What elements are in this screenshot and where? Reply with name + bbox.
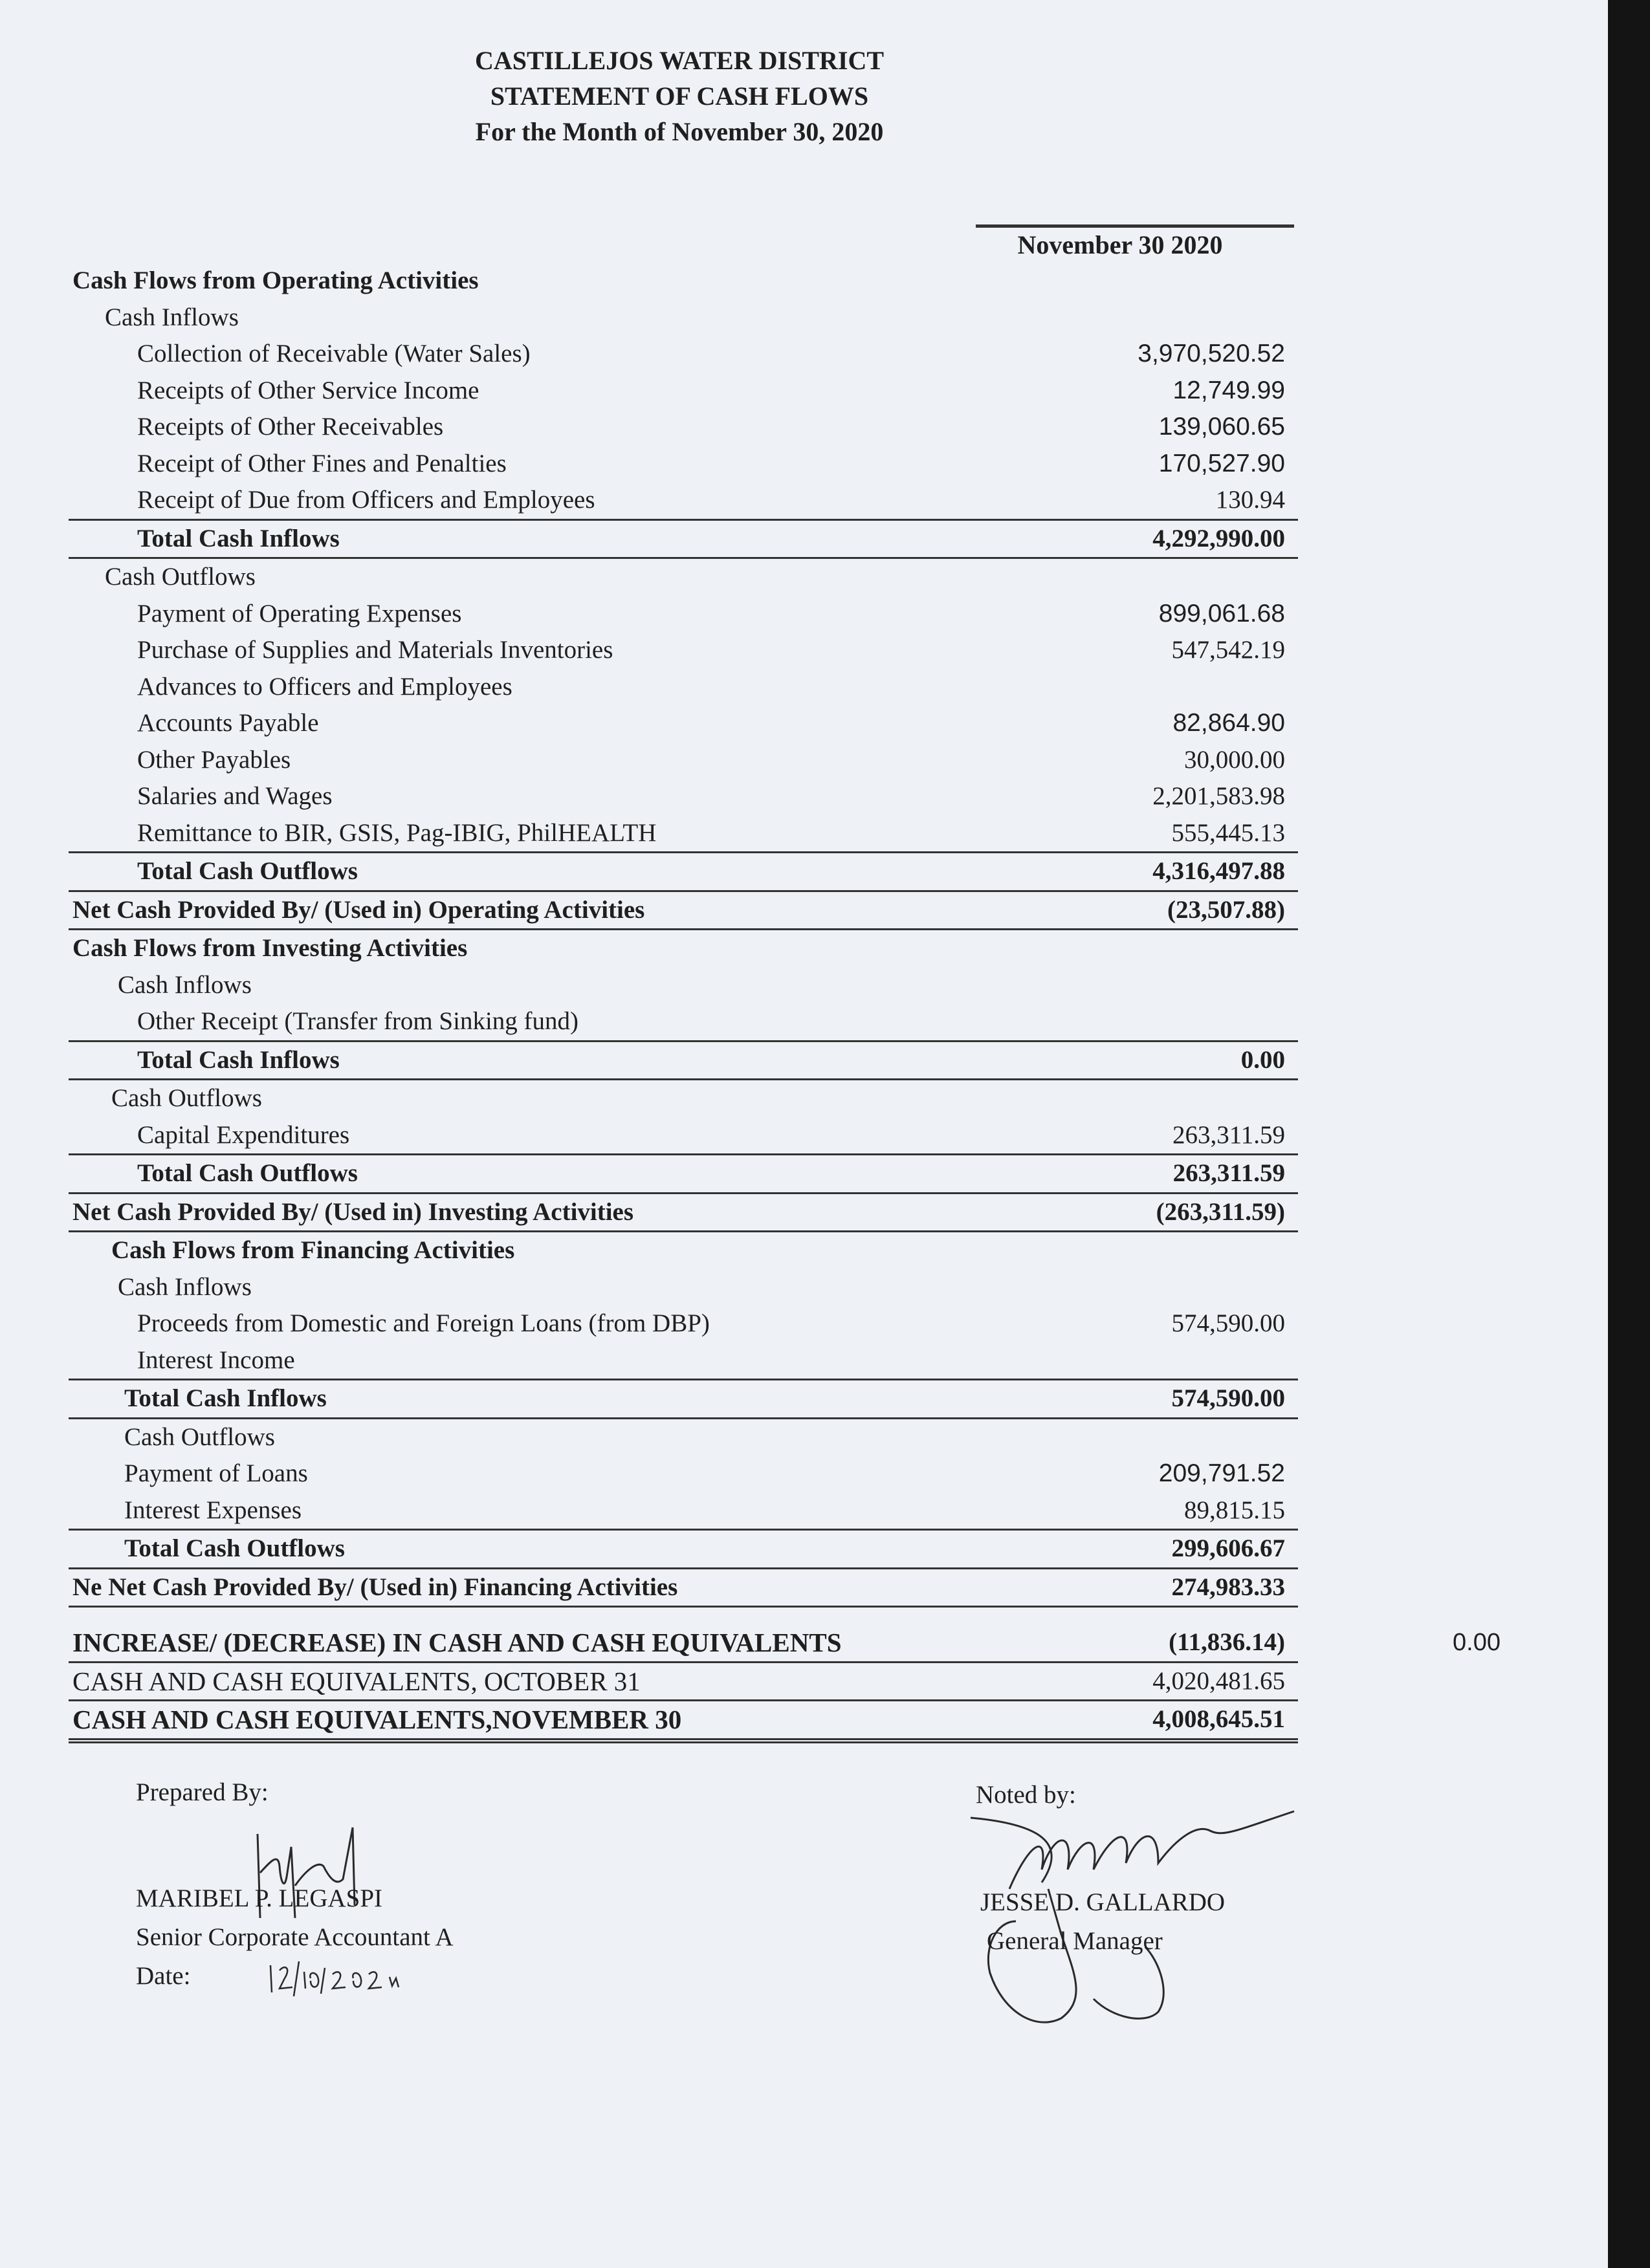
row-label: Total Cash Inflows (137, 1045, 340, 1074)
statement-row (69, 1232, 1298, 1269)
statement-row (69, 1003, 1298, 1040)
row-label: Advances to Officers and Employees (137, 672, 512, 701)
row-amount: 263,311.59 (1172, 1120, 1285, 1149)
statement-row (69, 409, 1298, 446)
row-amount: 555,445.13 (1171, 818, 1285, 847)
row-label: Purchase of Supplies and Materials Inventories (137, 636, 613, 664)
row-label: Other Receipt (Transfer from Sinking fund) (137, 1007, 579, 1035)
row-label: Interest Expenses (124, 1496, 302, 1524)
row-label: Cash Flows from Operating Activities (72, 267, 479, 294)
statement-row (69, 482, 1298, 519)
row-amount: 547,542.19 (1171, 636, 1285, 664)
row-amount: 130.94 (1215, 486, 1285, 514)
row-label: Receipt of Other Fines and Penalties (137, 449, 507, 477)
scan-edge-strip (1608, 0, 1650, 2268)
row-amount: 4,292,990.00 (1152, 524, 1285, 552)
statement-row (69, 1342, 1298, 1379)
statement-row (69, 446, 1298, 483)
row-label: Cash Inflows (118, 970, 252, 999)
side-note-value: 0.00 (1453, 1629, 1501, 1656)
statement-row (69, 930, 1298, 967)
row-label: Net Cash Provided By/ (Used in) Operating Activities (72, 895, 645, 924)
statement-row (69, 300, 1298, 336)
column-header: November 30 2020 (1017, 230, 1223, 259)
row-label: Ne Net Cash Provided By/ (Used in) Financing Activities (72, 1573, 678, 1601)
statement-row (69, 742, 1298, 779)
statement-row (69, 1663, 1298, 1702)
row-amount: 139,060.65 (1158, 413, 1285, 441)
row-amount: 170,527.90 (1158, 449, 1285, 477)
statement-row (69, 1040, 1298, 1081)
document-org-name: CASTILLEJOS WATER DISTRICT (474, 46, 885, 75)
statement-row (69, 1117, 1298, 1154)
row-amount: (23,507.88) (1167, 895, 1285, 924)
statement-row (69, 632, 1298, 669)
statement-row (69, 336, 1298, 373)
statement-row (69, 263, 1298, 300)
row-amount: 574,590.00 (1171, 1309, 1285, 1337)
prepared-by-date-label: Date: (136, 1962, 191, 1990)
row-label: Total Cash Inflows (137, 524, 340, 552)
row-label: Collection of Receivable (Water Sales) (137, 340, 531, 367)
row-label: Cash Flows from Investing Activities (72, 934, 468, 962)
row-label: Payment of Loans (124, 1459, 308, 1487)
document-title: STATEMENT OF CASH FLOWS (490, 82, 869, 111)
statement-row (69, 967, 1298, 1004)
row-label: Cash Outflows (124, 1423, 275, 1451)
row-amount: 209,791.52 (1158, 1459, 1285, 1487)
row-label: Interest Income (137, 1346, 295, 1374)
statement-row (69, 1269, 1298, 1306)
row-amount: 2,201,583.98 (1152, 782, 1285, 810)
noted-by-caption: Noted by: (976, 1781, 1076, 1809)
row-gap (69, 1608, 1298, 1624)
row-amount: 82,864.90 (1172, 709, 1285, 737)
statement-row (69, 1305, 1298, 1342)
prepared-by-caption: Prepared By: (136, 1778, 269, 1806)
row-label: Receipt of Due from Officers and Employees (137, 486, 595, 514)
row-amount: 274,983.33 (1171, 1573, 1285, 1601)
prepared-by-date-handwritten (265, 1952, 421, 2004)
row-label: Cash Outflows (111, 1084, 262, 1112)
row-amount: 899,061.68 (1158, 599, 1285, 627)
row-label: Net Cash Provided By/ (Used in) Investing Activities (72, 1197, 634, 1226)
statement-row (69, 669, 1298, 706)
row-label: CASH AND CASH EQUIVALENTS, OCTOBER 31 (72, 1666, 641, 1696)
statement-row (69, 892, 1298, 931)
row-amount: 0.00 (1240, 1045, 1285, 1074)
row-label: Cash Outflows (105, 563, 256, 591)
row-label: Total Cash Outflows (137, 857, 358, 885)
statement-row (69, 1492, 1298, 1529)
row-label: Accounts Payable (137, 709, 319, 737)
row-amount: 30,000.00 (1184, 745, 1285, 774)
row-amount: 4,020,481.65 (1152, 1666, 1285, 1695)
statement-row (69, 596, 1298, 633)
statement-row (69, 1080, 1298, 1117)
row-label: INCREASE/ (DECREASE) IN CASH AND CASH EQUIVALENTS (72, 1628, 842, 1657)
row-amount: 3,970,520.52 (1138, 340, 1285, 367)
row-label: Cash Inflows (118, 1272, 252, 1301)
column-header-rule (976, 224, 1294, 228)
row-label: Total Cash Outflows (137, 1159, 358, 1187)
statement-row (69, 778, 1298, 815)
row-label: Cash Flows from Financing Activities (111, 1236, 515, 1264)
row-amount: 89,815.15 (1184, 1496, 1285, 1524)
row-label: CASH AND CASH EQUIVALENTS,NOVEMBER 30 (72, 1705, 682, 1734)
statement-row (69, 1153, 1298, 1194)
statement-row (69, 1419, 1298, 1456)
row-label: Payment of Operating Expenses (137, 599, 462, 627)
row-amount: 4,008,645.51 (1152, 1705, 1285, 1733)
row-label: Total Cash Outflows (124, 1534, 345, 1562)
statement-row (69, 1624, 1298, 1663)
statement-row (69, 1456, 1298, 1492)
noted-by-title: General Manager (987, 1927, 1163, 1955)
row-amount: 263,311.59 (1172, 1159, 1285, 1187)
statement-row (69, 815, 1298, 852)
row-amount: 12,749.99 (1172, 376, 1285, 404)
statement-row (69, 559, 1298, 596)
prepared-by-name: MARIBEL P. LEGASPI (136, 1884, 383, 1912)
row-amount: 574,590.00 (1171, 1384, 1285, 1412)
statement-row (69, 705, 1298, 742)
statement-row (69, 1569, 1298, 1608)
statement-row (69, 1194, 1298, 1233)
row-label: Cash Inflows (105, 303, 239, 331)
row-label: Receipts of Other Receivables (137, 413, 444, 441)
prepared-by-title: Senior Corporate Accountant A (136, 1923, 454, 1951)
statement-row (69, 851, 1298, 892)
row-label: Capital Expenditures (137, 1120, 350, 1149)
row-label: Proceeds from Domestic and Foreign Loans (from DBP) (137, 1309, 710, 1337)
row-label: Remittance to BIR, GSIS, Pag-IBIG, PhilHEALTH (137, 818, 657, 847)
row-label: Total Cash Inflows (124, 1384, 327, 1412)
row-label: Salaries and Wages (137, 782, 333, 810)
row-label: Other Payables (137, 745, 291, 774)
row-amount: 4,316,497.88 (1152, 857, 1285, 885)
statement-row (69, 1701, 1298, 1743)
row-label: Receipts of Other Service Income (137, 376, 479, 404)
noted-by-name: JESSE D. GALLARDO (980, 1888, 1226, 1916)
statement-row (69, 519, 1298, 560)
row-amount: (263,311.59) (1156, 1197, 1285, 1226)
row-amount: (11,836.14) (1169, 1628, 1285, 1656)
row-amount: 299,606.67 (1171, 1534, 1285, 1562)
statement-row (69, 1529, 1298, 1569)
statement-row (69, 1379, 1298, 1419)
cash-flow-statement (69, 263, 1298, 1743)
document-period: For the Month of November 30, 2020 (475, 117, 884, 146)
statement-row (69, 373, 1298, 409)
